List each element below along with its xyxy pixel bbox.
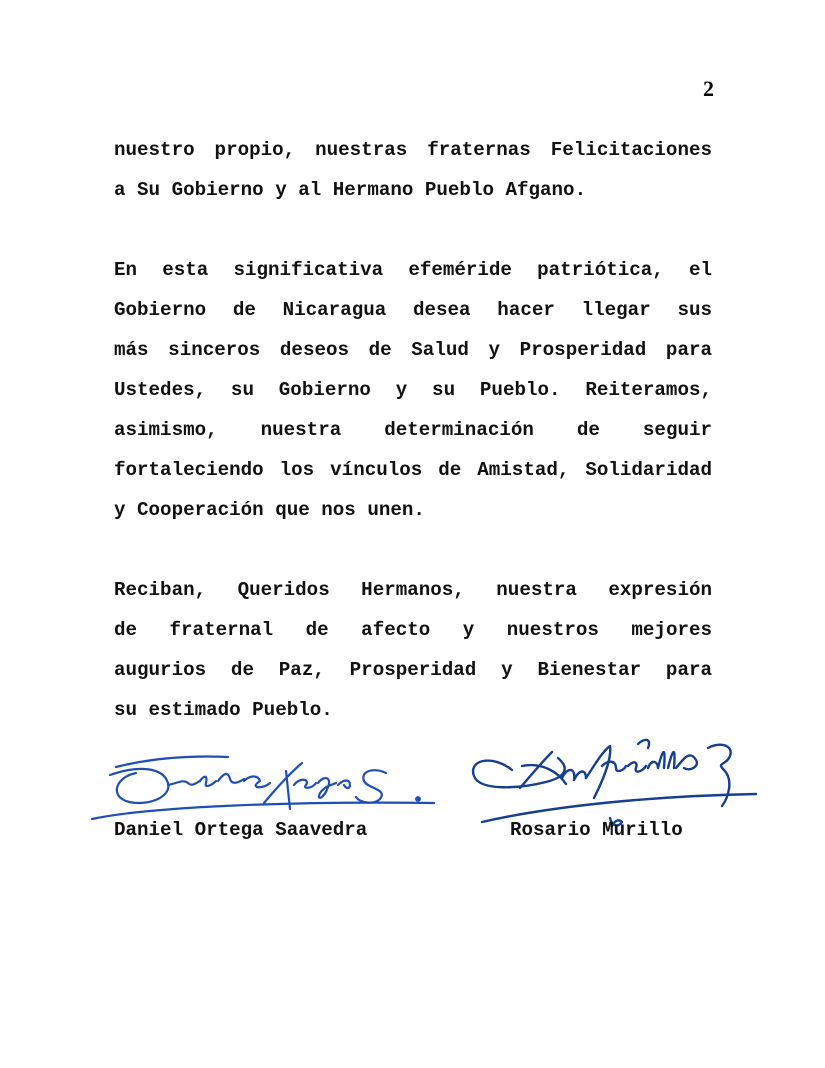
signature-image-murillo [462, 722, 762, 832]
text-line: augurios de Paz, Prosperidad y Bienestar para [114, 659, 712, 681]
text-line: fortaleciendo los vínculos de Amistad, Solidaridad [114, 459, 712, 481]
text-line: nuestro propio, nuestras fraternas Felicitaciones [114, 139, 712, 161]
text-line: su estimado Pueblo. [114, 699, 333, 721]
text-line: más sinceros deseos de Salud y Prosperidad para [114, 339, 712, 361]
text-line: de fraternal de afecto y nuestros mejores [114, 619, 712, 641]
text-line: asimismo, nuestra determinación de seguir [114, 419, 712, 441]
page-number: 2 [703, 76, 714, 101]
text-line: Ustedes, su Gobierno y su Pueblo. Reiteramos, [114, 379, 712, 401]
text-line: a Su Gobierno y al Hermano Pueblo Afgano. [114, 179, 587, 201]
text-line: y Cooperación que nos unen. [114, 499, 425, 521]
signature-image-ortega [88, 745, 448, 825]
text-line: En esta significativa efeméride patriótica, el [114, 259, 712, 281]
signatory-name-ortega: Daniel Ortega Saavedra [114, 819, 368, 841]
text-line: Gobierno de Nicaragua desea hacer llegar sus [114, 299, 712, 321]
signatory-name-murillo: Rosario Murillo [510, 819, 683, 841]
text-line: Reciban, Queridos Hermanos, nuestra expresión [114, 579, 712, 601]
